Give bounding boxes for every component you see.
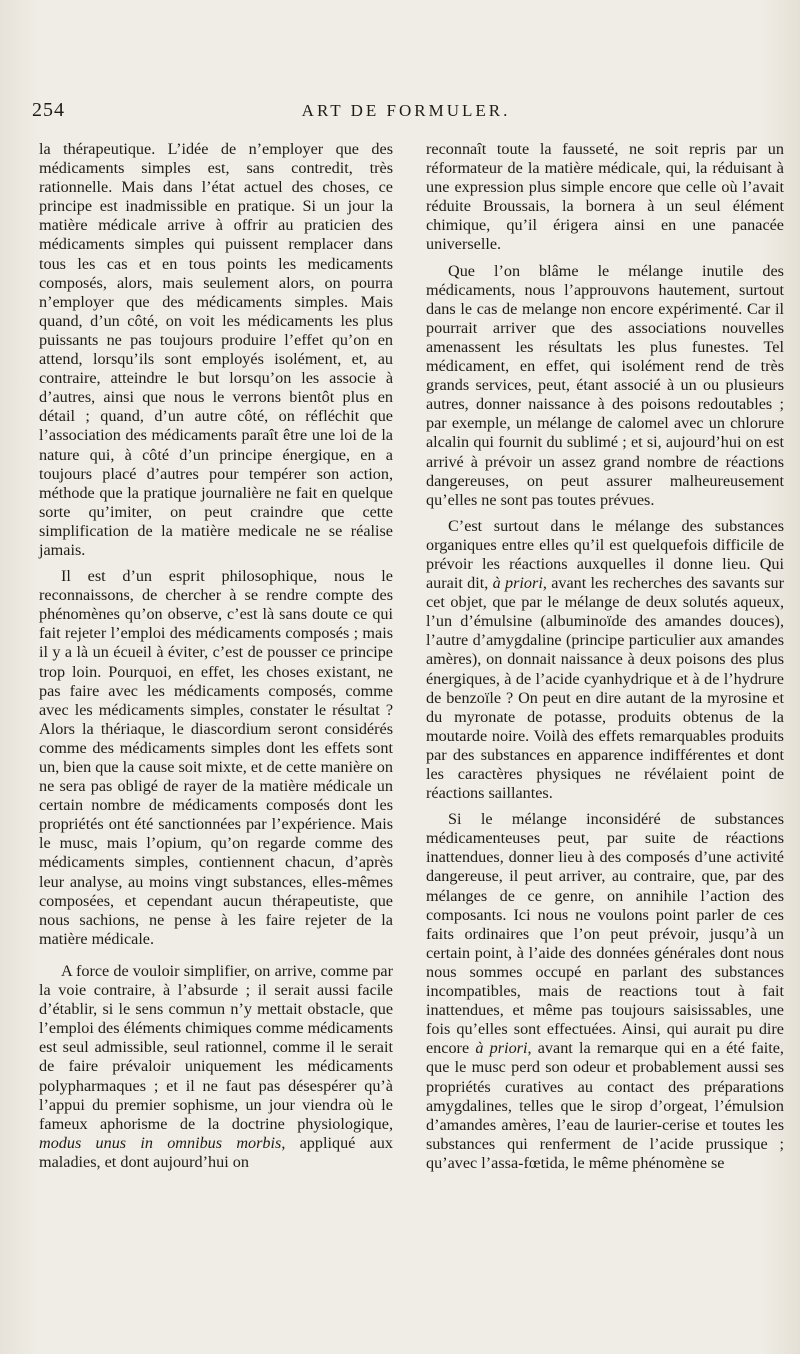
text-run: Si le mélange inconsidéré de substances médicamenteuses peut, par suite de réactions inattendues, donner lieu à des composés d’une activité dangereuse, il peut arriver, au contraire, que, par des mélanges de ce genre, on annihile l’action des composants. Ici nous ne voulons point parler de ces faits ordinaires que l’on peut prévoir, jusqu’à un certain point, à l’aide des données générales dont nous nous sommes occupé en parlant des substances incompatibles, mais de reactions tout à fait inattendues, et même pas toujours saisissables, une fois qu’elles sont effectuées. Ainsi, qui aurait pu dire encore	[426, 810, 784, 1058]
text-run: C’est surtout dans le mélange des substances organiques entre elles qu’il est quelquefois difficile de prévoir les réactions auxquelles il donne lieu. Qui aurait dit,	[426, 516, 784, 593]
right-column	[426, 140, 784, 1173]
paragraph	[426, 517, 784, 803]
italic-latin-phrase: modus unus in omnibus morbis	[39, 1133, 282, 1152]
paragraph: la thérapeutique. L’idée de n’employer que des médicaments simples est, sans contredit, très rationnelle. Mais dans l’état actuel des choses, ce principe est inadmissible en pratique. Si un jour la matière médicale arrive à offrir au praticien des médicaments simples qui puissent remplacer dans tous les cas et en tous points les medicaments composés, alors, mais seulement alors, on pourra n’employer que des médicaments simples. Mais quand, d’un côté, on voit les médicaments les plus puissants ne pas toujours produire l’effet qu’on en attend, lorsqu’ils sont employés isolément, et, au contraire, atteindre le but lorsqu’on les associe à d’autres, ainsi que nous le verrons bientôt plus en détail ; quand, d’un autre côté, on réfléchit que l’association des médicaments paraît être une loi de la nature qui, à côté d’un principe énergique, en a toujours placé d’autres pour tempérer son action, méthode que la pratique journalière ne fait en quelque sorte qu’imiter, on peut craindre que cette simplification de la matière medicale ne se réalise jamais.	[39, 140, 393, 559]
page-number: 254	[32, 99, 65, 121]
paragraph	[426, 810, 784, 1173]
italic-phrase: à priori	[492, 574, 543, 593]
page-header	[32, 99, 780, 123]
left-column	[39, 140, 393, 1172]
paragraph: Que l’on blâme le mélange inutile des médicaments, nous l’approuvons hautement, surtout dans le cas de melange non encore expérimenté. Car il pourrait arriver que des associations nouvelles amenassent les résultats les plus funestes. Tel médicament, en effet, qui isolément rend de très grands services, peut, étant associé à un ou plusieurs autres, donner naissance à des poisons redoutables ; par exemple, un mélange de calomel avec un chlorure alcalin qui fournit du sublimé ; et si, aujourd’hui on est arrivé à prévoir un assez grand nombre de réactions dangereuses, on peut assurer malheureusement qu’elles ne sont pas toutes prévues.	[426, 261, 784, 509]
paragraph: reconnaît toute la fausseté, ne soit repris par un réformateur de la matière médicale, qui, la réduisant à une expression plus simple encore que celle où l’avait réduite Broussais, la bornera à un seul élément chimique, qu’il érigera ainsi en une panacée universelle.	[426, 140, 784, 254]
italic-phrase: à priori	[475, 1039, 528, 1058]
text-run: , avant les recherches des savants sur cet objet, que par le mélange de deux solutés aqueux, l’un d’émulsine (albuminoïde des amandes douces), l’autre d’amygdaline (principe particulier aux amandes amères), on donnait naissance à deux poisons des plus énergiques, à de l’acide cyanhydrique et à de l’hydrure de benzoïle ? On peut en dire autant de la myrosine et du myronate de potasse, produits obtenus de la moutarde noire. Voilà des effets remarquables produits par des substances en apparence indifférentes et dont les caractères physiques ne révélaient point de réactions saillantes.	[426, 574, 785, 803]
paragraph	[39, 962, 393, 1172]
text-run: A force de vouloir simplifier, on arrive, comme par la voie contraire, à l’absurde ; il serait aussi facile d’établir, si le sens commun n’y mettait obstacle, que l’emploi des éléments chimiques comme médicaments est seul admissible, seul rationnel, comme il le serait de faire prévaloir uniquement les médicaments polypharmaques ; et il ne faut pas désespérer qu’à l’appui du premier sophisme, un jour viendra où le fameux aphorisme de la doctrine physiologique,	[39, 961, 393, 1133]
paragraph: Il est d’un esprit philosophique, nous le reconnaissons, de chercher à se rendre compte des phénomènes qu’on observe, c’est là sans doute ce qui fait rejeter l’emploi des médicaments composés ; mais il y a là un écueil à éviter, c’est de pousser ce principe trop loin. Pourquoi, en effet, les choses existant, ne pas faire avec les médicaments composés, comme avec les médicaments simples, constater le résultat ? Alors la thériaque, le diascordium seront considérés comme des médicaments simples dont les effets sont un, bien que la cause soit mixte, et de cette manière on ne sera pas obligé de rayer de la matière médicale un certain nombre de médicaments composés dont les propriétés ont été sanctionnées par l’expérience. Mais le musc, mais l’opium, qu’on regarde comme des médicaments simples, contiennent chacun, d’après leur analyse, au moins vingt substances, elles-mêmes composées, et cependant aucun thérapeutiste, que nous sachions, ne pense à les faire rejeter de la matière médicale.	[39, 567, 393, 948]
text-run: , avant la remarque qui en a été faite, que le musc perd son odeur et probablement aussi ses propriétés curatives au contact des préparations amygdalines, telles que le sirop d’orgeat, l’émulsion d’amandes amères, l’eau de laurier-cerise et toutes les substances qui renferment de l’acide prussique ; qu’avec l’assa-fœtida, le même phénomène se	[426, 1039, 784, 1172]
text-run: , appliqué aux maladies, et dont aujourd’hui on	[39, 1133, 393, 1171]
running-title: ART DE FORMULER.	[301, 101, 511, 120]
